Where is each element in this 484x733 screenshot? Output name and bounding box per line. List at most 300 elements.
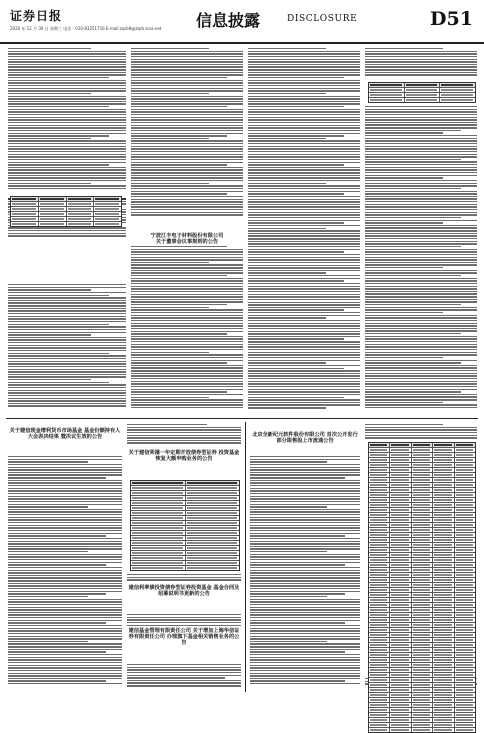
text-line xyxy=(248,254,360,255)
table-cell xyxy=(433,463,454,467)
table-cell xyxy=(369,693,390,697)
table-cell xyxy=(390,628,411,632)
text-line xyxy=(8,167,126,168)
table-cell xyxy=(412,513,433,517)
table-cell xyxy=(433,693,454,697)
text-line xyxy=(248,228,326,229)
text-line xyxy=(248,119,360,120)
text-line xyxy=(131,262,209,263)
text-line xyxy=(8,148,126,149)
text-line xyxy=(8,580,122,581)
table-cell xyxy=(455,638,475,642)
table-cell xyxy=(433,518,454,522)
text-line xyxy=(250,580,360,581)
text-line xyxy=(365,69,477,70)
text-line xyxy=(8,339,126,340)
text-line xyxy=(248,183,326,184)
table-cell xyxy=(455,488,475,492)
text-line xyxy=(248,193,344,194)
text-line xyxy=(8,59,126,60)
text-line xyxy=(365,132,443,133)
table-cell xyxy=(369,678,390,682)
text-line xyxy=(131,117,243,118)
text-line xyxy=(8,575,122,576)
table-cell xyxy=(369,668,390,672)
text-line xyxy=(8,680,106,681)
text-line xyxy=(250,474,360,475)
text-line xyxy=(8,302,126,303)
text-line xyxy=(8,567,122,568)
table-cell xyxy=(39,217,67,221)
text-line xyxy=(248,333,360,334)
body-text-block xyxy=(127,424,241,445)
text-line xyxy=(248,346,360,347)
body-text-block xyxy=(131,246,243,410)
table-cell xyxy=(186,496,240,500)
text-line xyxy=(248,69,360,70)
text-line xyxy=(127,625,241,626)
text-line xyxy=(8,480,122,481)
text-line xyxy=(8,485,122,486)
text-line xyxy=(248,74,360,75)
section-title: 信息披露 xyxy=(196,11,261,30)
table-cell xyxy=(67,217,95,221)
text-line xyxy=(131,307,209,308)
text-line xyxy=(8,363,126,364)
table-cell xyxy=(369,488,390,492)
table-cell xyxy=(131,511,186,515)
text-line xyxy=(248,214,360,215)
table-cell xyxy=(412,483,433,487)
text-line xyxy=(8,591,122,592)
text-line xyxy=(250,670,360,671)
text-line xyxy=(365,375,477,376)
table-cell xyxy=(412,653,433,657)
table-cell xyxy=(11,212,39,216)
table-cell xyxy=(369,708,390,712)
table-cell xyxy=(455,703,475,707)
table-cell xyxy=(369,553,390,557)
text-line xyxy=(248,381,360,382)
text-line xyxy=(8,659,122,660)
text-line xyxy=(8,74,126,75)
table-cell xyxy=(369,533,390,537)
table-cell xyxy=(390,563,411,567)
text-line xyxy=(131,167,243,168)
text-line xyxy=(365,304,461,305)
table-cell xyxy=(94,207,121,211)
text-line xyxy=(8,82,126,83)
text-line xyxy=(248,133,360,134)
text-line xyxy=(248,117,360,118)
text-line xyxy=(365,109,477,110)
text-line xyxy=(248,280,344,281)
text-line xyxy=(8,609,122,610)
text-line xyxy=(250,522,360,523)
table-cell xyxy=(369,628,390,632)
text-line xyxy=(127,440,241,441)
table-cell xyxy=(440,93,475,97)
table-cell xyxy=(131,561,186,565)
text-line xyxy=(365,404,477,405)
text-line xyxy=(248,349,360,350)
table-cell xyxy=(455,533,475,537)
text-line xyxy=(250,567,360,568)
text-line xyxy=(131,280,243,281)
table-cell xyxy=(433,443,454,447)
table-cell xyxy=(390,513,411,517)
text-line xyxy=(365,206,477,207)
text-line xyxy=(250,667,360,668)
text-line xyxy=(8,593,106,594)
table-cell xyxy=(390,683,411,687)
text-line xyxy=(250,493,360,494)
article-title-huaxin xyxy=(127,628,241,647)
table-cell xyxy=(412,493,433,497)
text-line xyxy=(365,291,477,292)
text-line xyxy=(365,251,477,252)
text-line xyxy=(248,375,360,376)
article-title: 建信利率债投资债券型证券投资基金 基金合同及招募说明书更新的公告 xyxy=(128,585,240,598)
text-line xyxy=(8,683,122,684)
text-line xyxy=(365,262,477,263)
text-line xyxy=(131,275,227,276)
table-cell xyxy=(412,623,433,627)
text-line xyxy=(250,577,360,578)
table-cell xyxy=(94,222,121,226)
text-line xyxy=(248,66,360,67)
table-cell xyxy=(412,713,433,717)
text-line xyxy=(248,251,344,252)
text-line xyxy=(131,331,243,332)
text-line xyxy=(131,199,243,200)
text-line xyxy=(250,583,360,584)
text-line xyxy=(127,677,225,678)
table-cell xyxy=(433,678,454,682)
text-line xyxy=(250,456,360,457)
text-line xyxy=(365,432,477,433)
text-line xyxy=(127,672,241,673)
text-line xyxy=(365,402,443,403)
table-cell xyxy=(433,548,454,552)
table-cell xyxy=(131,521,186,525)
table-cell xyxy=(390,538,411,542)
text-line xyxy=(248,64,360,65)
text-line xyxy=(8,376,126,377)
text-line xyxy=(8,53,126,54)
text-line xyxy=(250,480,360,481)
table-cell xyxy=(433,578,454,582)
table-cell xyxy=(433,613,454,617)
text-line xyxy=(250,643,360,644)
text-line xyxy=(131,175,243,176)
text-line xyxy=(365,53,477,54)
table-cell xyxy=(390,603,411,607)
text-line xyxy=(365,293,477,294)
table-cell xyxy=(412,443,433,447)
text-line xyxy=(365,267,443,268)
table-cell xyxy=(412,533,433,537)
text-line xyxy=(127,685,241,686)
table-cell xyxy=(433,683,454,687)
text-line xyxy=(8,162,126,163)
table-cell xyxy=(412,658,433,662)
text-line xyxy=(250,680,345,681)
text-line xyxy=(131,296,243,297)
text-line xyxy=(131,214,243,215)
text-line xyxy=(248,222,344,223)
text-line xyxy=(131,375,243,376)
text-line xyxy=(250,654,360,655)
text-line xyxy=(248,291,360,292)
table-cell xyxy=(433,553,454,557)
table-cell xyxy=(11,222,39,226)
text-line xyxy=(365,140,477,141)
table-cell xyxy=(412,638,433,642)
table-cell xyxy=(390,483,411,487)
table-cell xyxy=(433,723,454,727)
text-line xyxy=(248,114,360,115)
text-line xyxy=(131,188,243,189)
text-column-1 xyxy=(8,48,126,412)
text-line xyxy=(8,556,122,557)
table-cell xyxy=(412,523,433,527)
table-cell xyxy=(390,543,411,547)
text-line xyxy=(250,665,360,666)
table-cell xyxy=(412,663,433,667)
text-line xyxy=(131,349,243,350)
text-line xyxy=(131,288,243,289)
text-line xyxy=(131,304,227,305)
table-cell xyxy=(390,643,411,647)
text-line xyxy=(365,257,477,258)
text-line xyxy=(8,72,126,73)
text-line xyxy=(248,304,360,305)
table-cell xyxy=(390,553,411,557)
text-line xyxy=(8,506,88,507)
text-line xyxy=(365,154,477,155)
table-cell xyxy=(390,443,411,447)
text-line xyxy=(127,437,241,438)
text-line xyxy=(250,511,360,512)
table-cell xyxy=(433,598,454,602)
text-line xyxy=(8,496,122,497)
text-line xyxy=(8,90,126,91)
text-line xyxy=(365,146,477,147)
table-cell xyxy=(131,536,186,540)
text-line xyxy=(248,383,360,384)
body-text-block xyxy=(8,48,126,191)
text-line xyxy=(365,193,477,194)
text-line xyxy=(248,325,360,326)
table-cell xyxy=(455,728,475,732)
text-line xyxy=(365,204,477,205)
table-cell xyxy=(455,663,475,667)
table-cell xyxy=(412,553,433,557)
text-line xyxy=(248,328,360,329)
table-cell xyxy=(455,713,475,717)
text-line xyxy=(248,140,360,141)
text-line xyxy=(131,267,243,268)
text-line xyxy=(250,617,360,618)
table-cell xyxy=(390,478,411,482)
text-line xyxy=(8,488,122,489)
table-cell xyxy=(39,207,67,211)
table-cell xyxy=(369,563,390,567)
text-line xyxy=(365,156,477,157)
table-cell xyxy=(412,593,433,597)
text-line xyxy=(8,509,122,510)
text-line xyxy=(8,636,122,637)
text-line xyxy=(8,369,126,370)
article-title-quanxin xyxy=(250,432,360,444)
text-line xyxy=(365,180,477,181)
text-line xyxy=(8,355,126,356)
section-divider xyxy=(6,418,478,419)
text-line xyxy=(131,381,243,382)
text-line xyxy=(131,333,227,334)
text-line xyxy=(365,341,477,342)
text-line xyxy=(365,254,477,255)
table-cell xyxy=(390,618,411,622)
table-cell xyxy=(412,708,433,712)
text-line xyxy=(8,530,122,531)
text-line xyxy=(131,159,243,160)
table-cell xyxy=(369,478,390,482)
table-cell xyxy=(186,481,240,485)
text-line xyxy=(248,323,360,324)
table-cell xyxy=(39,212,67,216)
table-cell xyxy=(369,713,390,717)
text-line xyxy=(131,162,243,163)
table-cell xyxy=(369,723,390,727)
table-cell xyxy=(433,448,454,452)
text-line xyxy=(248,172,360,173)
text-line xyxy=(131,56,243,57)
table-cell xyxy=(433,488,454,492)
table-cell xyxy=(412,458,433,462)
table-cell xyxy=(390,668,411,672)
text-line xyxy=(131,201,243,202)
text-line xyxy=(8,384,126,385)
text-line xyxy=(8,673,122,674)
text-line xyxy=(248,220,360,221)
issue-info xyxy=(10,26,161,32)
text-line xyxy=(8,235,126,236)
text-line xyxy=(250,591,360,592)
table-cell xyxy=(390,648,411,652)
text-line xyxy=(8,324,109,325)
text-line xyxy=(131,402,243,403)
table-cell xyxy=(455,473,475,477)
text-line xyxy=(8,169,126,170)
text-line xyxy=(248,257,360,258)
table-cell xyxy=(369,498,390,502)
text-line xyxy=(8,541,122,542)
text-line xyxy=(365,365,477,366)
text-line xyxy=(8,538,122,539)
table-cell xyxy=(433,653,454,657)
text-line xyxy=(250,546,360,547)
text-line xyxy=(8,612,122,613)
text-line xyxy=(131,140,243,141)
text-line xyxy=(8,395,126,396)
text-line xyxy=(127,669,241,670)
text-line xyxy=(250,678,360,679)
table-cell xyxy=(440,88,475,92)
text-line xyxy=(131,352,209,353)
text-line xyxy=(131,106,227,107)
text-line xyxy=(248,138,326,139)
table-cell xyxy=(455,648,475,652)
text-line xyxy=(8,501,122,502)
text-line xyxy=(8,345,126,346)
text-line xyxy=(248,389,360,390)
table-cell xyxy=(390,468,411,472)
text-line xyxy=(248,404,360,405)
table-cell xyxy=(369,473,390,477)
text-line xyxy=(131,270,243,271)
text-line xyxy=(365,349,477,350)
text-line xyxy=(250,585,360,586)
text-line xyxy=(248,241,360,242)
text-line xyxy=(131,328,243,329)
text-line xyxy=(250,572,360,573)
table-cell xyxy=(455,498,475,502)
text-line xyxy=(8,138,91,139)
table-cell xyxy=(186,536,240,540)
table-cell xyxy=(433,528,454,532)
text-line xyxy=(131,90,243,91)
text-line xyxy=(8,180,126,181)
table-cell xyxy=(455,573,475,577)
data-table xyxy=(368,442,476,733)
table-cell xyxy=(433,593,454,597)
table-row xyxy=(369,98,475,102)
text-line xyxy=(248,315,360,316)
text-line xyxy=(248,56,360,57)
text-line xyxy=(8,329,126,330)
text-line xyxy=(131,373,243,374)
text-line xyxy=(131,383,243,384)
text-line xyxy=(250,657,360,658)
text-line xyxy=(248,336,360,337)
text-line xyxy=(8,101,126,102)
article-title-jiangfeng xyxy=(131,233,243,245)
text-line xyxy=(131,61,243,62)
text-line xyxy=(8,313,126,314)
text-line xyxy=(131,69,243,70)
table-cell xyxy=(433,503,454,507)
table-cell xyxy=(369,718,390,722)
table-cell xyxy=(455,643,475,647)
table-cell xyxy=(390,453,411,457)
text-line xyxy=(127,667,241,668)
text-line xyxy=(365,399,477,400)
table-cell xyxy=(390,713,411,717)
table-cell xyxy=(455,558,475,562)
text-line xyxy=(131,386,243,387)
text-line xyxy=(131,143,243,144)
text-line xyxy=(250,554,360,555)
text-line xyxy=(131,103,243,104)
text-line xyxy=(131,325,243,326)
table-cell xyxy=(131,491,186,495)
text-line xyxy=(365,106,477,107)
table-cell xyxy=(390,673,411,677)
table-cell xyxy=(455,658,475,662)
text-line xyxy=(248,391,360,392)
